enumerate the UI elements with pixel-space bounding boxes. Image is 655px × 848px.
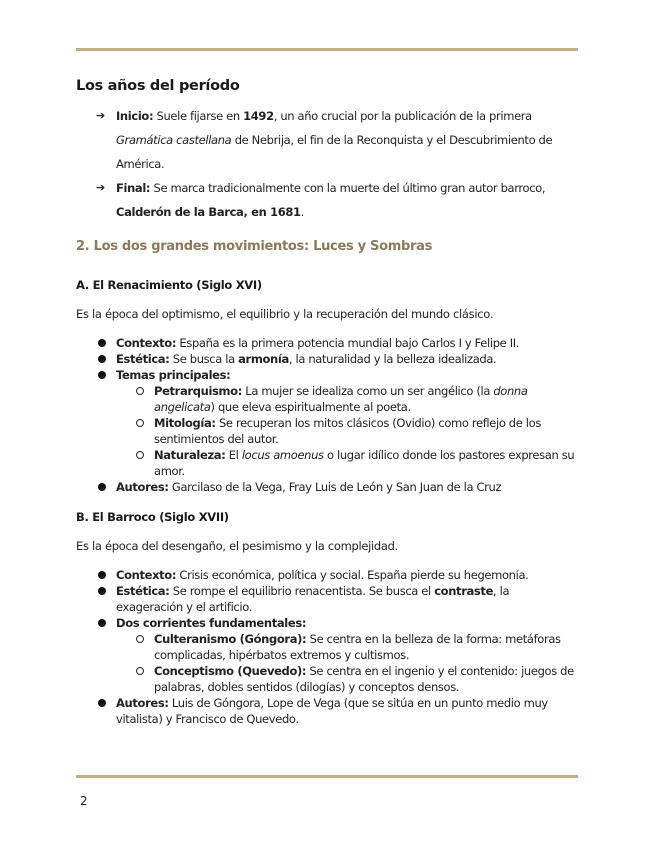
list-item: Naturaleza: El locus amoenus o lugar idílico donde los pastores expresan su amor. [116, 447, 578, 479]
renacimiento-list [76, 335, 578, 495]
bullet-dot-icon [98, 619, 106, 627]
period-list [76, 104, 578, 224]
bullet-dot-icon [98, 371, 106, 379]
arrow-right-icon: ➔ [96, 181, 105, 194]
list-item: Contexto: España es la primera potencia mundial bajo Carlos I y Felipe II. [76, 335, 578, 351]
bullet-dot-icon [98, 699, 106, 707]
list-item: Estética: Se rompe el equilibrio renacentista. Se busca el contraste, la exageración y el artificio. [76, 583, 578, 615]
barroco-intro: Es la época del desengaño, el pesimismo y la complejidad. [76, 539, 399, 553]
list-item: Contexto: Crisis económica, política y social. España pierde su hegemonía. [76, 567, 578, 583]
list-item: Estética: Se busca la armonía, la naturalidad y la belleza idealizada. [76, 351, 578, 367]
footer-rule [76, 775, 578, 778]
bullet-dot-icon [98, 587, 106, 595]
list-item: Autores: Garcilaso de la Vega, Fray Luis de León y San Juan de la Cruz [76, 479, 578, 495]
list-item: ➔ Final: Se marca tradicionalmente con la muerte del último gran autor barroco, Calderón de la Barca, en 1681. [76, 176, 578, 224]
temas-sublist [116, 383, 578, 479]
bullet-circle-icon [136, 387, 144, 395]
arrow-right-icon: ➔ [96, 109, 105, 122]
renacimiento-intro: Es la época del optimismo, el equilibrio y la recuperación del mundo clásico. [76, 307, 494, 321]
bullet-circle-icon [136, 635, 144, 643]
list-item: ➔ Inicio: Suele fijarse en 1492, un año crucial por la publicación de la primera Gramática castellana de Nebrija, el fin de la Reconquista y el Descubrimiento de América. [76, 104, 578, 176]
list-item: Dos corrientes fundamentales: Culteranismo (Góngora): Se centra en la belleza de la forma: metáforas complicadas, hipérbatos extremos y cultismos. Conceptismo (Quevedo): Se centra en el ingenio y el contenido: juegos de palabras, dobles sentidos (dilogías) y conceptos densos. [76, 615, 578, 695]
corrientes-sublist [116, 631, 578, 695]
period-heading: Los años del período [76, 78, 240, 94]
list-item: Autores: Luis de Góngora, Lope de Vega (que se sitúa en un punto medio muy vitalista) y Francisco de Quevedo. [76, 695, 578, 727]
barroco-list [76, 567, 578, 727]
bullet-circle-icon [136, 667, 144, 675]
bullet-dot-icon [98, 483, 106, 491]
bullet-dot-icon [98, 355, 106, 363]
movements-heading: 2. Los dos grandes movimientos: Luces y Sombras [76, 239, 433, 254]
list-item: Petrarquismo: La mujer se idealiza como un ser angélico (la donna angelicata) que eleva espiritualmente al poeta. [116, 383, 578, 415]
renacimiento-heading: A. El Renacimiento (Siglo XVI) [76, 278, 262, 292]
header-rule [76, 48, 578, 51]
list-item: Conceptismo (Quevedo): Se centra en el ingenio y el contenido: juegos de palabras, dobles sentidos (dilogías) y conceptos densos. [116, 663, 578, 695]
list-item: Temas principales: Petrarquismo: La mujer se idealiza como un ser angélico (la donna angelicata) que eleva espiritualmente al poeta. Mitología: Se recuperan los mitos clásicos (Ovidio) como reflejo de los sentimientos del autor. Naturaleza: El locus amoenus o lugar idílico donde los pastores expresan su amor. [76, 367, 578, 479]
bullet-circle-icon [136, 451, 144, 459]
barroco-heading: B. El Barroco (Siglo XVII) [76, 510, 229, 524]
page-number: 2 [80, 794, 88, 808]
bullet-circle-icon [136, 419, 144, 427]
list-item: Culteranismo (Góngora): Se centra en la belleza de la forma: metáforas complicadas, hipérbatos extremos y cultismos. [116, 631, 578, 663]
list-item: Mitología: Se recuperan los mitos clásicos (Ovidio) como reflejo de los sentimientos del autor. [116, 415, 578, 447]
bullet-dot-icon [98, 571, 106, 579]
bullet-dot-icon [98, 339, 106, 347]
